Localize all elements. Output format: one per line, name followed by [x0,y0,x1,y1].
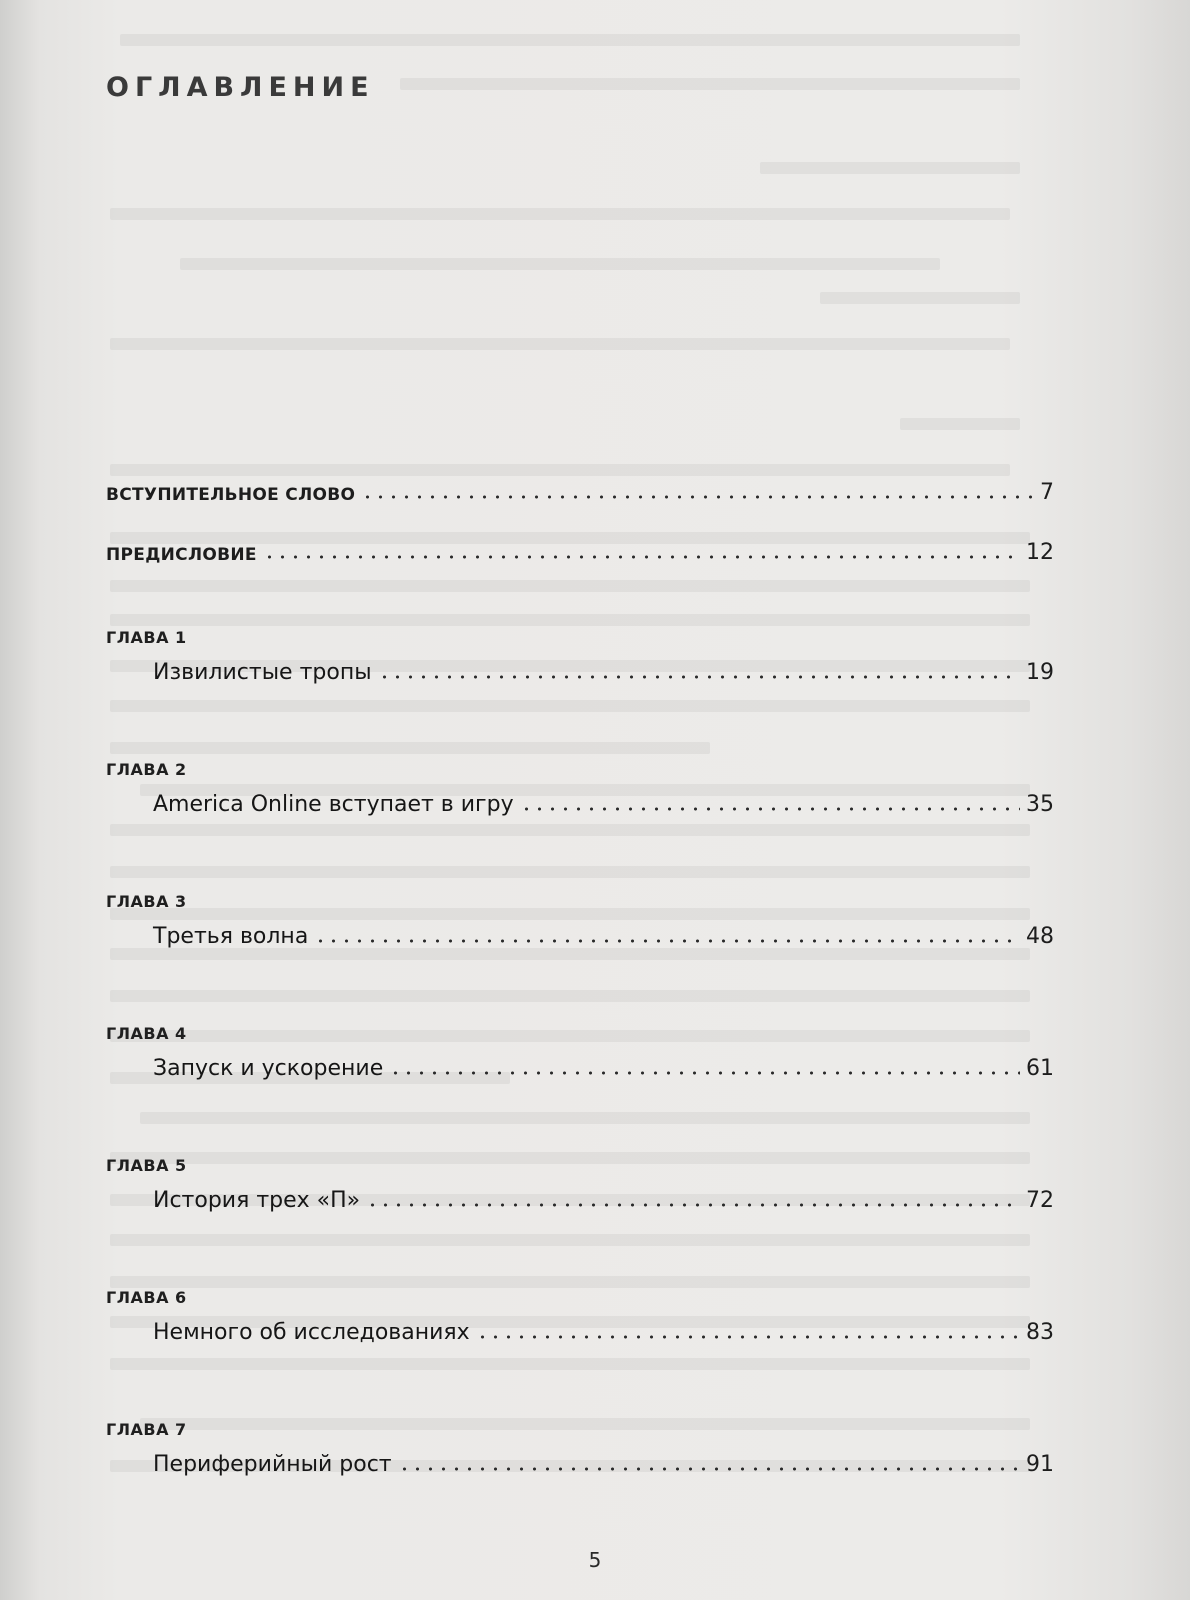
toc-page-number: 35 [1026,792,1054,817]
leader-dots [361,493,1034,501]
chapter-heading: ГЛАВА 2 [106,760,187,779]
toc-page-number: 12 [1026,540,1054,565]
toc-entry-chapter-6[interactable] [153,1320,1054,1345]
leader-dots [314,937,1020,945]
chapter-heading: ГЛАВА 3 [106,892,187,911]
toc-entry-chapter-4[interactable] [153,1056,1054,1081]
toc-entry-chapter-7[interactable] [153,1452,1054,1477]
toc-entry-chapter-3[interactable] [153,924,1054,949]
toc-entry-chapter-1[interactable] [153,660,1054,685]
leader-dots [398,1465,1020,1473]
toc-entry-label: Запуск и ускорение [153,1056,384,1081]
leader-dots [389,1069,1020,1077]
toc-page-number: 61 [1026,1056,1054,1081]
toc-page-number: 83 [1026,1320,1054,1345]
toc-entry-label: ПРЕДИСЛОВИЕ [106,545,257,565]
toc-page-number: 72 [1026,1188,1054,1213]
chapter-heading: ГЛАВА 7 [106,1420,187,1439]
toc-entry-label: America Online вступает в игру [153,792,514,817]
toc-entry-label: Периферийный рост [153,1452,392,1477]
leader-dots [366,1201,1020,1209]
leader-dots [263,553,1020,561]
toc-entry-label: История трех «П» [153,1188,361,1213]
chapter-heading: ГЛАВА 5 [106,1156,187,1175]
toc-entry-chapter-5[interactable] [153,1188,1054,1213]
leader-dots [520,805,1020,813]
toc-page-number: 48 [1026,924,1054,949]
chapter-heading: ГЛАВА 4 [106,1024,187,1043]
toc-page-number: 19 [1026,660,1054,685]
toc-entry-label: Третья волна [153,924,309,949]
toc-entry-preface[interactable] [106,540,1054,565]
leader-dots [476,1333,1020,1341]
page-title: ОГЛАВЛЕНИЕ [106,72,375,103]
toc-entry-foreword[interactable] [106,480,1054,505]
toc-page-number: 91 [1026,1452,1054,1477]
chapter-heading: ГЛАВА 6 [106,1288,187,1307]
toc-entry-label: ВСТУПИТЕЛЬНОЕ СЛОВО [106,485,356,505]
chapter-heading: ГЛАВА 1 [106,628,187,647]
toc-entry-label: Немного об исследованиях [153,1320,470,1345]
toc-entry-label: Извилистые тропы [153,660,372,685]
leader-dots [378,673,1020,681]
toc-entry-chapter-2[interactable] [153,792,1054,817]
page-number: 5 [588,1548,602,1572]
toc-page-number: 7 [1040,480,1054,505]
